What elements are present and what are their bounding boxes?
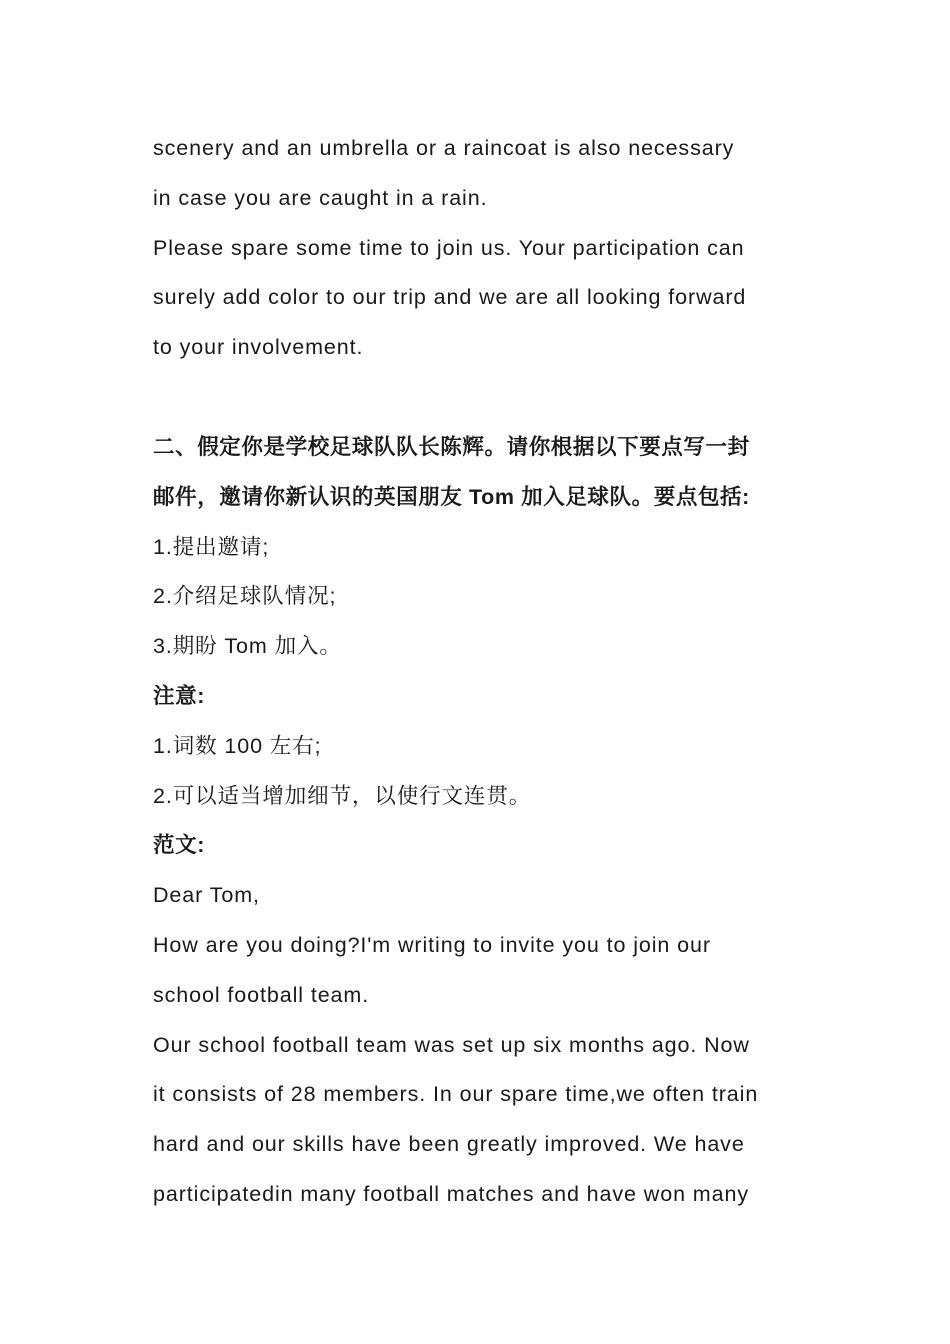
task-point: 1.提出邀请; <box>153 534 270 559</box>
task-prompt-line: 二、假定你是学校足球队队长陈辉。请你根据以下要点写一封 <box>153 434 750 459</box>
sample-heading: 范文: <box>153 833 205 858</box>
document-page <box>153 124 813 1220</box>
notes-heading: 注意: <box>153 683 205 708</box>
letter-line: hard and our skills have been greatly improved. We have <box>153 1132 745 1157</box>
passage-line: to your involvement. <box>153 335 364 360</box>
note-item: 1.词数 100 左右; <box>153 733 322 758</box>
letter-line: Dear Tom, <box>153 883 260 908</box>
letter-line: participatedin many football matches and have won many <box>153 1181 749 1206</box>
previous-passage <box>153 124 813 373</box>
task-point: 3.期盼 Tom 加入。 <box>153 634 342 659</box>
sample-letter <box>153 871 813 1220</box>
task-point: 2.介绍足球队情况; <box>153 584 337 609</box>
letter-line: it consists of 28 members. In our spare time,we often train <box>153 1082 759 1107</box>
letter-line: How are you doing?I'm writing to invite you to join our <box>153 932 711 957</box>
section-spacer <box>153 373 813 423</box>
passage-line: in case you are caught in a rain. <box>153 185 488 210</box>
letter-line: Our school football team was set up six months ago. Now <box>153 1032 750 1057</box>
note-item: 2.可以适当增加细节，以使行文连贯。 <box>153 783 532 808</box>
passage-line: scenery and an umbrella or a raincoat is also necessary <box>153 136 735 160</box>
passage-line: Please spare some time to join us. Your participation can <box>153 235 745 260</box>
task-prompt-line: 邮件，邀请你新认识的英国朋友 Tom 加入足球队。要点包括: <box>153 484 750 509</box>
writing-task <box>153 423 813 871</box>
letter-line: school football team. <box>153 982 370 1007</box>
passage-line: surely add color to our trip and we are all looking forward <box>153 285 747 310</box>
